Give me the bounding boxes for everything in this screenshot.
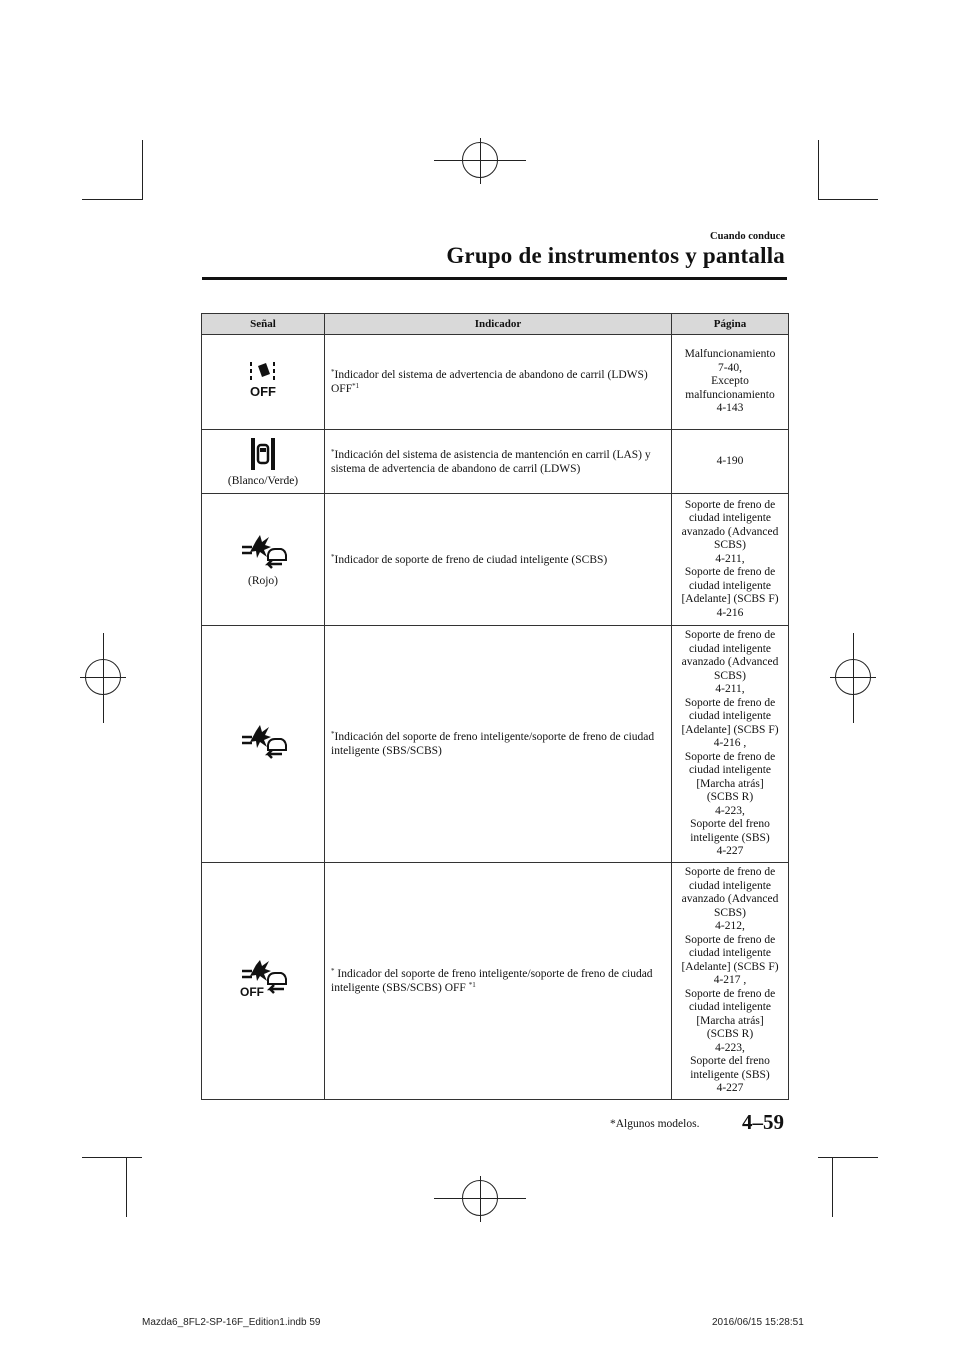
indicator-text: Indicador del soporte de freno inteligente/soporte de freno de ciudad inteligente (SBS/SCBS) OFF bbox=[331, 968, 653, 994]
crop-mark bbox=[82, 1157, 142, 1158]
page-ref: ciudad inteligente bbox=[688, 642, 772, 655]
page-ref: Soporte de freno de bbox=[684, 566, 776, 579]
crop-mark bbox=[832, 1157, 833, 1217]
page-cell bbox=[672, 430, 789, 494]
footnote-star: * bbox=[331, 447, 335, 456]
footnote-ref: *1 bbox=[468, 981, 476, 989]
crop-mark bbox=[818, 140, 819, 200]
page-ref: avanzado (Advanced bbox=[681, 656, 779, 669]
indicator-cell bbox=[325, 494, 672, 626]
footnote-star: * bbox=[331, 730, 335, 738]
indicator-cell bbox=[325, 430, 672, 494]
registration-circle bbox=[835, 659, 871, 695]
page-ref: 4-211, bbox=[715, 552, 745, 565]
signal-cell bbox=[202, 626, 325, 863]
indicator-cell bbox=[325, 335, 672, 430]
crop-mark bbox=[82, 199, 142, 200]
page-ref: 4-143 bbox=[716, 402, 744, 415]
page-ref: SCBS) bbox=[714, 906, 746, 919]
indicator-cell bbox=[325, 626, 672, 863]
svg-text:OFF: OFF bbox=[240, 985, 264, 999]
crop-mark bbox=[126, 1157, 127, 1217]
page-ref: 7-40, bbox=[718, 361, 742, 374]
header-rule bbox=[202, 277, 787, 280]
page-ref: 4-190 bbox=[716, 454, 744, 467]
page-ref: 4-227 bbox=[716, 1082, 744, 1095]
brake-support-off-icon bbox=[238, 959, 288, 999]
page-cell bbox=[672, 626, 789, 863]
page-ref: ciudad inteligente bbox=[688, 879, 772, 892]
print-file-info: Mazda6_8FL2-SP-16F_Edition1.indb 59 bbox=[142, 1317, 321, 1328]
page-ref: malfuncionamiento bbox=[685, 388, 775, 401]
page-ref: 4-216 bbox=[716, 606, 744, 619]
page-cell bbox=[672, 335, 789, 430]
page-ref: 4-223, bbox=[715, 804, 745, 817]
page-ref: avanzado (Advanced bbox=[681, 525, 779, 538]
footnote-star: * bbox=[331, 552, 335, 561]
indicator-text: Indicador de soporte de freno de ciudad inteligente (SCBS) bbox=[334, 553, 608, 566]
page-ref: inteligente (SBS) bbox=[690, 1068, 770, 1081]
section-title: Cuando conduce bbox=[710, 231, 785, 242]
page-cell bbox=[672, 863, 789, 1100]
table-row bbox=[202, 494, 789, 626]
page-ref: [Marcha atrás] bbox=[696, 777, 764, 790]
lane-departure-off-icon bbox=[245, 360, 281, 400]
lane-keep-assist-icon bbox=[250, 437, 276, 471]
registration-circle bbox=[462, 1180, 498, 1216]
footnote: *Algunos modelos. bbox=[610, 1118, 700, 1130]
page-ref: Soporte del freno bbox=[690, 1055, 770, 1068]
page-ref: ciudad inteligente bbox=[688, 947, 772, 960]
page-ref: ciudad inteligente bbox=[688, 1001, 772, 1014]
page-ref: Soporte de freno de bbox=[684, 866, 776, 879]
footnote-star: * bbox=[331, 967, 335, 975]
indicator-text: Indicación del soporte de freno inteligente/soporte de freno de ciudad inteligente (SBS/SCBS) bbox=[331, 731, 655, 757]
crop-mark bbox=[818, 1157, 878, 1158]
page-ref: 4-227 bbox=[716, 845, 744, 858]
page-ref: ciudad inteligente bbox=[688, 512, 772, 525]
page-ref: Excepto bbox=[711, 375, 749, 388]
header-signal: Señal bbox=[202, 314, 325, 335]
brake-support-reverse-icon bbox=[238, 723, 288, 761]
print-date-info: 2016/06/15 15:28:51 bbox=[712, 1317, 804, 1328]
page-ref: Soporte de freno de bbox=[684, 629, 776, 642]
indicator-cell bbox=[325, 863, 672, 1100]
indicator-table bbox=[201, 313, 789, 1100]
indicator-text: Indicación del sistema de asistencia de mantención en carril (LAS) y sistema de advertencia de abandono de carril (LDWS) bbox=[331, 448, 651, 475]
footnote-star: * bbox=[331, 368, 335, 376]
page-ref: SCBS) bbox=[714, 669, 746, 682]
table-header-row bbox=[202, 314, 789, 335]
signal-cell bbox=[202, 494, 325, 626]
signal-cell bbox=[202, 335, 325, 430]
page-ref: SCBS) bbox=[714, 539, 746, 552]
page-cell bbox=[672, 494, 789, 626]
table-row bbox=[202, 626, 789, 863]
signal-cell bbox=[202, 430, 325, 494]
page-ref: (SCBS R) bbox=[706, 791, 754, 804]
page-ref: Soporte del freno bbox=[690, 818, 770, 831]
table-row bbox=[202, 335, 789, 430]
page-ref: ciudad inteligente bbox=[688, 710, 772, 723]
page-ref: 4-216 , bbox=[713, 737, 747, 750]
page-ref: ciudad inteligente bbox=[688, 764, 772, 777]
table-row bbox=[202, 863, 789, 1100]
signal-cell bbox=[202, 863, 325, 1100]
crop-mark bbox=[142, 140, 143, 200]
page-ref: 4-223, bbox=[715, 1041, 745, 1054]
registration-circle bbox=[85, 659, 121, 695]
page-ref: [Adelante] (SCBS F) bbox=[681, 960, 779, 973]
page-ref: 4-212, bbox=[715, 920, 745, 933]
page-ref: (SCBS R) bbox=[706, 1028, 754, 1041]
page-ref: Soporte de freno de bbox=[684, 750, 776, 763]
page-ref: Soporte de freno de bbox=[684, 696, 776, 709]
page-ref: Soporte de freno de bbox=[684, 933, 776, 946]
page-ref: Soporte de freno de bbox=[684, 987, 776, 1000]
brake-support-icon bbox=[238, 533, 288, 571]
header-indicator: Indicador bbox=[325, 314, 672, 335]
page-number: 4–59 bbox=[742, 1110, 784, 1134]
table-row bbox=[202, 430, 789, 494]
indicator-text: Indicador del sistema de advertencia de abandono de carril (LDWS) OFF bbox=[331, 369, 648, 395]
page-ref: Malfuncionamiento bbox=[684, 348, 776, 361]
signal-label: (Rojo) bbox=[247, 574, 279, 587]
crop-mark bbox=[818, 199, 878, 200]
header-page: Página bbox=[672, 314, 789, 335]
registration-circle bbox=[462, 142, 498, 178]
page-ref: Soporte de freno de bbox=[684, 498, 776, 511]
page-ref: [Adelante] (SCBS F) bbox=[681, 593, 779, 606]
page-ref: ciudad inteligente bbox=[688, 579, 772, 592]
footnote-ref: *1 bbox=[352, 382, 360, 390]
page-ref: avanzado (Advanced bbox=[681, 893, 779, 906]
page-ref: inteligente (SBS) bbox=[690, 831, 770, 844]
signal-label: (Blanco/Verde) bbox=[227, 474, 299, 487]
page-ref: 4-217 , bbox=[713, 974, 747, 987]
page-ref: [Marcha atrás] bbox=[696, 1014, 764, 1027]
chapter-title: Grupo de instrumentos y pantalla bbox=[446, 243, 785, 268]
page-ref: 4-211, bbox=[715, 683, 745, 696]
svg-text:OFF: OFF bbox=[250, 384, 276, 399]
page-ref: [Adelante] (SCBS F) bbox=[681, 723, 779, 736]
